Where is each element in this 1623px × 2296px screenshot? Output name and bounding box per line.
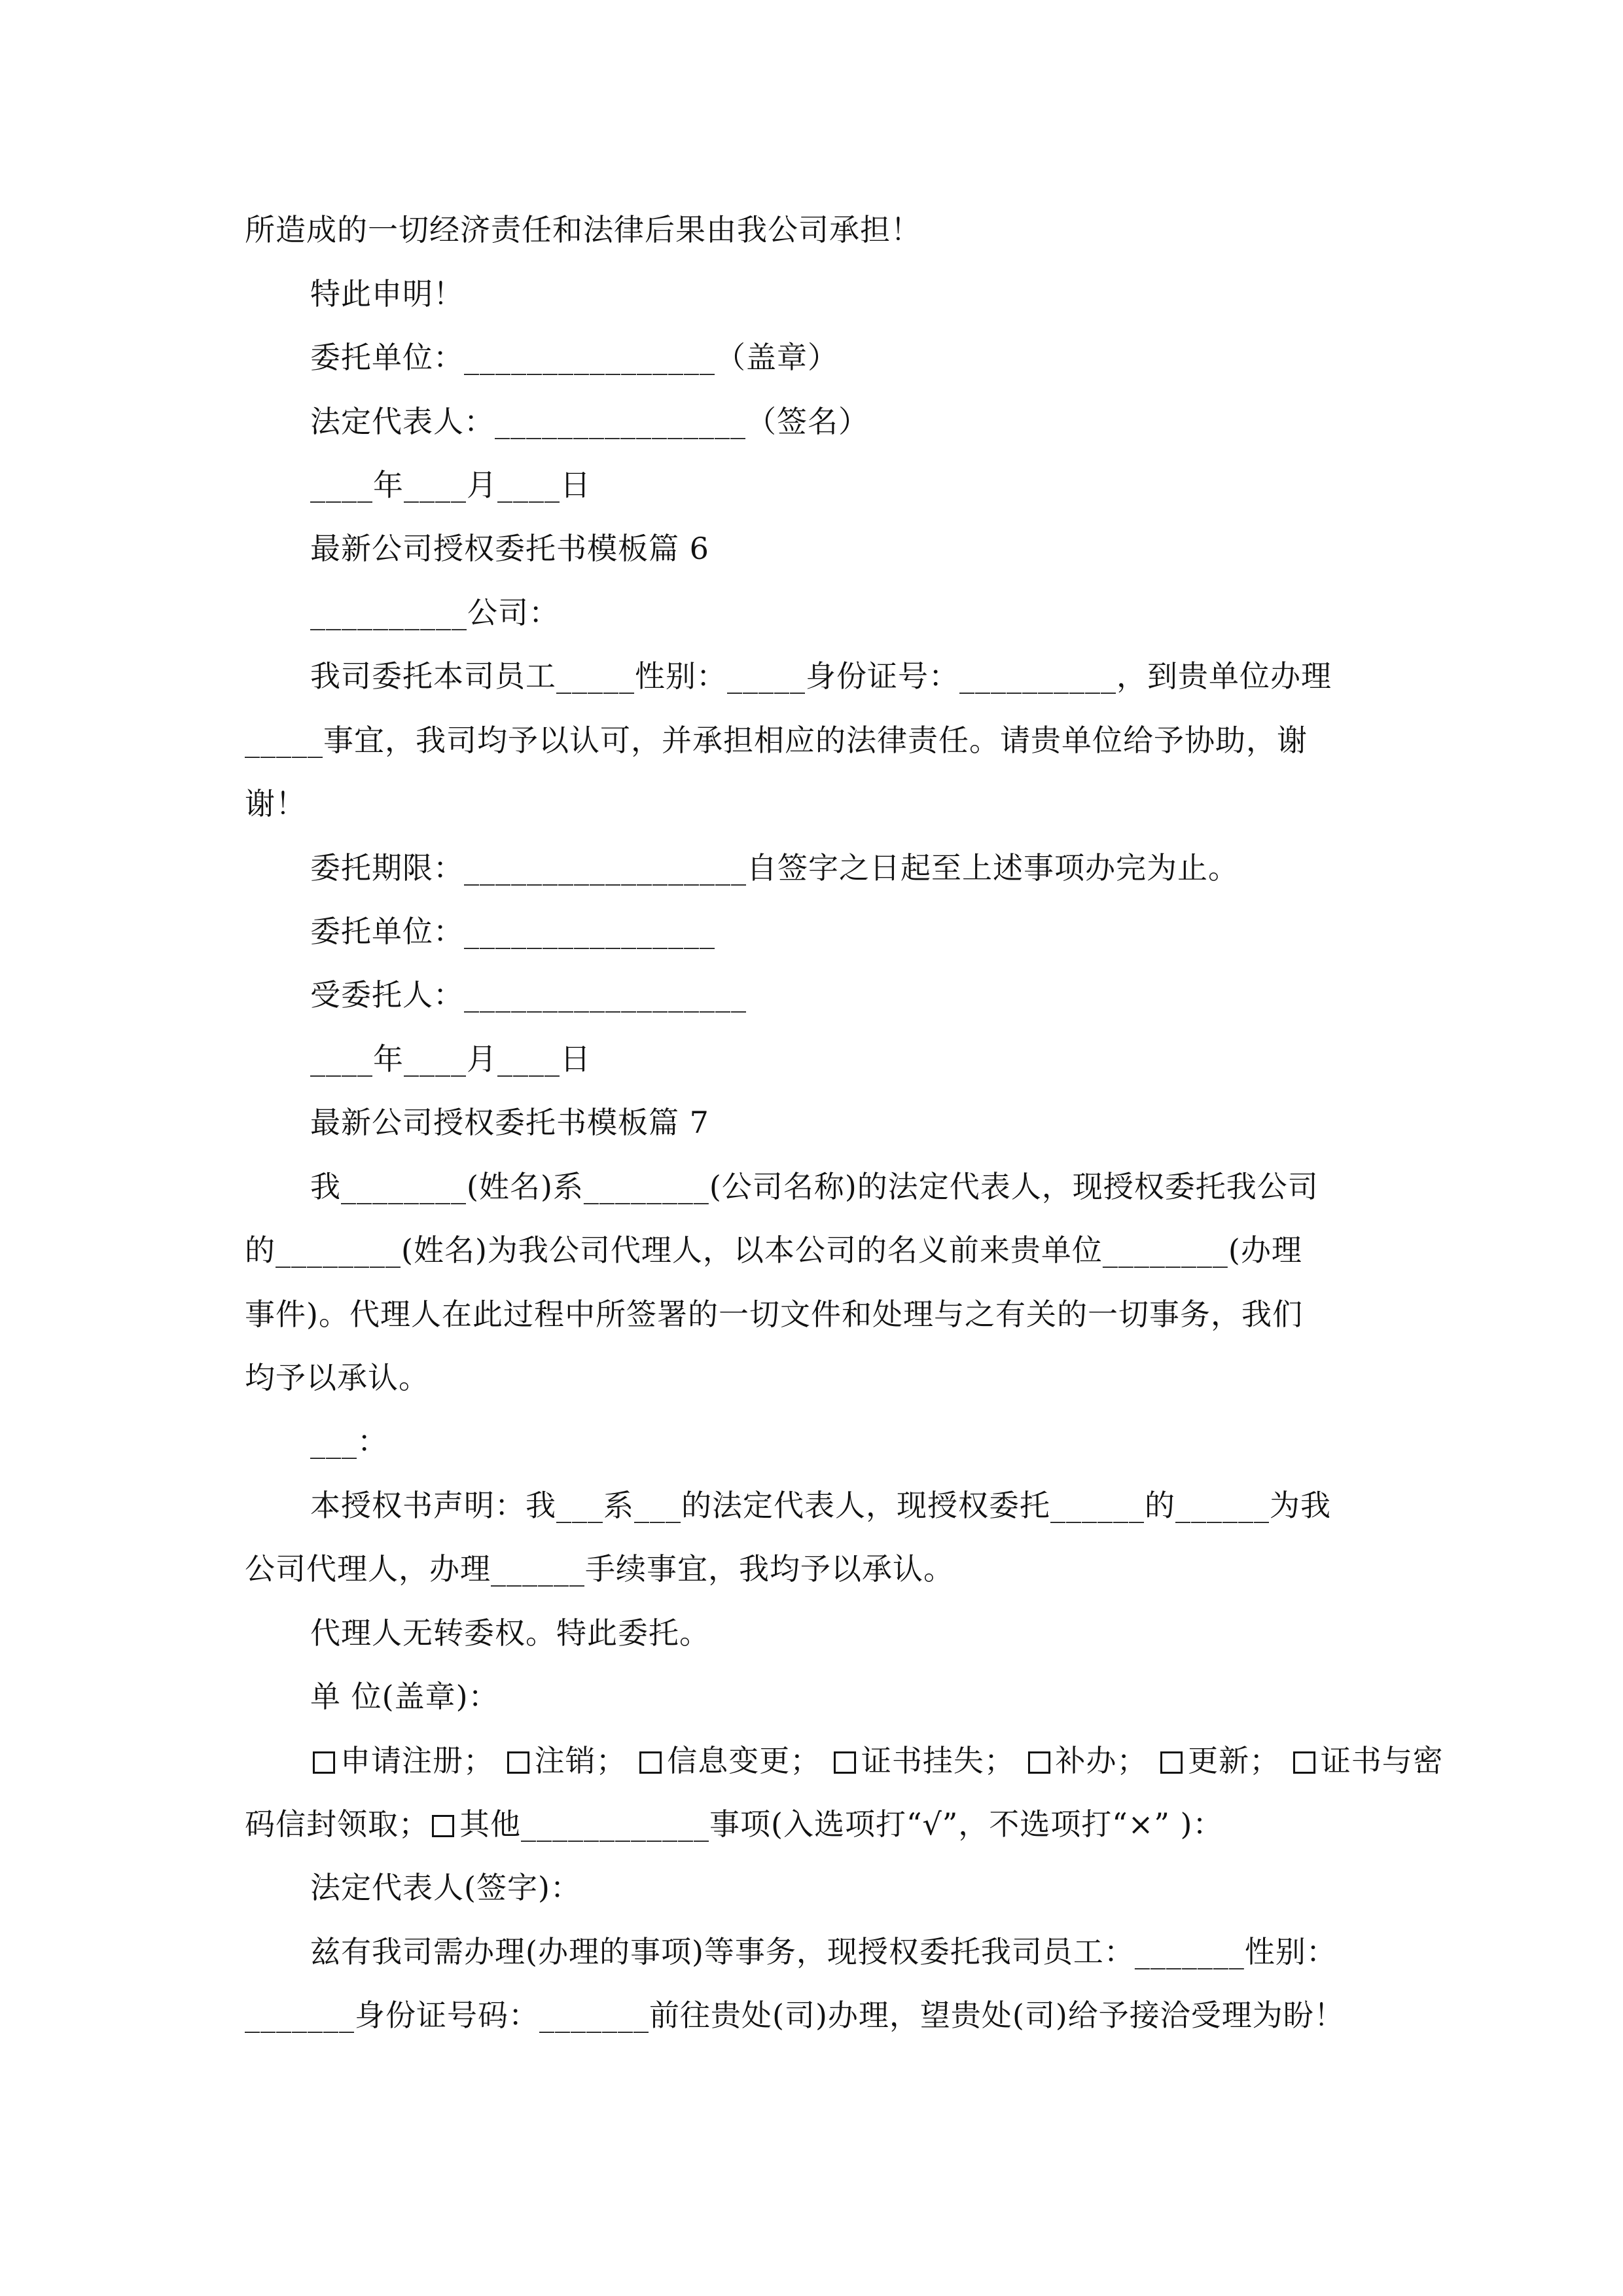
date-line: ____年____月____日 xyxy=(310,1041,591,1077)
text-line: 委托期限：__________________自签字之日起至上述事项办完为止。 xyxy=(310,850,1239,886)
text-line: 法定代表人：________________（签名） xyxy=(310,404,869,439)
option-label: 更新； xyxy=(1188,1743,1281,1778)
text-line: 的________(姓名)为我公司代理人，以本公司的名义前来贵单位________(办理 xyxy=(245,1232,1302,1268)
option-label: 信息变更； xyxy=(667,1743,821,1778)
text-line: 事件)。代理人在此过程中所签署的一切文件和处理与之有关的一切事务，我们 xyxy=(245,1297,1303,1332)
text-line: __________公司： xyxy=(310,595,560,630)
text-line: _______身份证号码：_______前往贵处(司)办理，望贵处(司)给予接洽受理为盼！ xyxy=(245,1998,1345,2033)
text-line: ___： xyxy=(310,1424,388,1459)
text-line: 谢！ xyxy=(245,786,306,821)
checkbox-other[interactable] xyxy=(432,1815,454,1837)
checkbox-cancel[interactable] xyxy=(507,1751,529,1774)
text-line: 代理人无转委权。特此委托。 xyxy=(310,1615,710,1651)
option-label: 补办； xyxy=(1055,1743,1148,1778)
section-heading: 最新公司授权委托书模板篇 7 xyxy=(310,1105,709,1140)
checkbox-apply-register[interactable] xyxy=(313,1751,335,1774)
text-line: 法定代表人(签字)： xyxy=(310,1870,581,1905)
option-label: 其他____________事项(入选项打“√”，不选项打“×” )： xyxy=(459,1806,1224,1842)
checkbox-info-change[interactable] xyxy=(639,1751,662,1774)
text-line: 我司委托本司员工_____性别：_____身份证号：__________，到贵单位办理 xyxy=(310,658,1332,694)
checkbox-update[interactable] xyxy=(1160,1751,1183,1774)
text-line: 均予以承认。 xyxy=(245,1360,429,1395)
text-line: 单 位(盖章)： xyxy=(310,1679,499,1714)
checkbox-options-line xyxy=(245,1804,1223,1844)
checkbox-cert-lost[interactable] xyxy=(834,1751,856,1774)
text-line: 委托单位：________________（盖章） xyxy=(310,340,838,375)
text-line: 本授权书声明：我___系___的法定代表人，现授权委托______的______为我 xyxy=(310,1488,1331,1523)
option-label: 码信封领取； xyxy=(245,1806,429,1842)
option-label: 注销； xyxy=(534,1743,627,1778)
checkbox-options-line xyxy=(310,1741,1444,1780)
text-line: 委托单位：________________ xyxy=(310,914,715,949)
section-heading: 最新公司授权委托书模板篇 6 xyxy=(310,531,709,566)
option-label: 证书与密 xyxy=(1320,1743,1444,1778)
option-label: 证书挂失； xyxy=(861,1743,1015,1778)
text-line: 我________(姓名)系________(公司名称)的法定代表人，现授权委托我公司 xyxy=(310,1169,1319,1204)
text-line: 特此申明！ xyxy=(310,276,464,312)
text-line: 所造成的一切经济责任和法律后果由我公司承担！ xyxy=(245,212,921,247)
checkbox-cert-password[interactable] xyxy=(1293,1751,1315,1774)
text-line: 兹有我司需办理(办理的事项)等事务，现授权委托我司员工：_______性别： xyxy=(310,1934,1337,1969)
option-label: 申请注册； xyxy=(340,1743,494,1778)
text-line: 受委托人：__________________ xyxy=(310,977,747,1013)
checkbox-reissue[interactable] xyxy=(1028,1751,1050,1774)
date-line: ____年____月____日 xyxy=(310,467,591,503)
text-line: _____事宜，我司均予以认可，并承担相应的法律责任。请贵单位给予协助，谢 xyxy=(245,723,1308,758)
text-line: 公司代理人，办理______手续事宜，我均予以承认。 xyxy=(245,1551,954,1587)
